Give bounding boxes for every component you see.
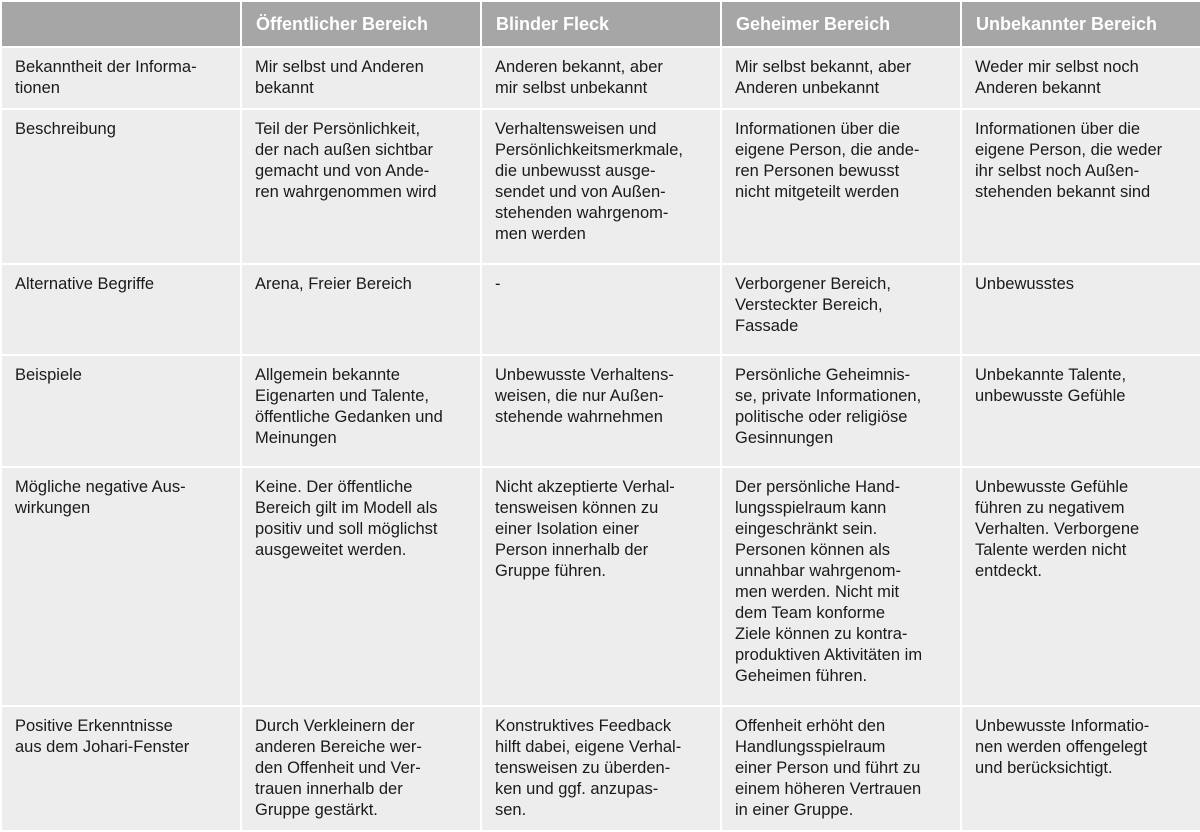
table-cell: Persönliche Geheimnis- se, private Informationen, politische oder religiöse Gesinnungen (721, 355, 961, 467)
table-cell: Unbewusste Informatio- nen werden offengelegt und berücksichtigt. (961, 706, 1200, 831)
table-cell: Nicht akzeptierte Verhal- tensweisen können zu einer Isolation einer Person innerhalb der Gruppe führen. (481, 467, 721, 706)
table-cell: Arena, Freier Bereich (241, 264, 481, 355)
table-cell: - (481, 264, 721, 355)
header-unbekannter-bereich: Unbekannter Bereich (961, 1, 1200, 47)
row-label: Beispiele (1, 355, 241, 467)
row-label: Mögliche negative Aus- wirkungen (1, 467, 241, 706)
table-cell: Unbewusstes (961, 264, 1200, 355)
table-cell: Mir selbst und Anderen bekannt (241, 47, 481, 109)
table-row (1, 47, 1200, 109)
header-geheimer-bereich: Geheimer Bereich (721, 1, 961, 47)
table-cell: Teil der Persönlichkeit, der nach außen sichtbar gemacht und von Ande- ren wahrgenommen wird (241, 109, 481, 264)
table-cell: Verhaltensweisen und Persönlichkeitsmerkmale, die unbewusst ausge- sendet und von Außen- stehenden wahrgenom- men werden (481, 109, 721, 264)
table-cell: Offenheit erhöht den Handlungsspielraum einer Person und führt zu einem höheren Vertrauen in einer Gruppe. (721, 706, 961, 831)
table-row (1, 109, 1200, 264)
table-cell: Mir selbst bekannt, aber Anderen unbekannt (721, 47, 961, 109)
row-label: Alternative Begriffe (1, 264, 241, 355)
header-corner-cell (1, 1, 241, 47)
table-cell: Unbewusste Gefühle führen zu negativem Verhalten. Verborgene Talente werden nicht entdeckt. (961, 467, 1200, 706)
header-oeffentlicher-bereich: Öffentlicher Bereich (241, 1, 481, 47)
table-body (1, 47, 1200, 831)
table-cell: Der persönliche Hand- lungsspielraum kann eingeschränkt sein. Personen können als unnahbar wahrgenom- men werden. Nicht mit dem Team konforme Ziele können zu kontra- produktiven Aktivitäten im Geheimen führen. (721, 467, 961, 706)
table-cell: Unbekannte Talente, unbewusste Gefühle (961, 355, 1200, 467)
table-row (1, 706, 1200, 831)
table-cell: Konstruktives Feedback hilft dabei, eigene Verhal- tensweisen zu überden- ken und ggf. anzupas- sen. (481, 706, 721, 831)
table-cell: Durch Verkleinern der anderen Bereiche wer- den Offenheit und Ver- trauen innerhalb der Gruppe gestärkt. (241, 706, 481, 831)
table-cell: Weder mir selbst noch Anderen bekannt (961, 47, 1200, 109)
table-cell: Anderen bekannt, aber mir selbst unbekannt (481, 47, 721, 109)
row-label: Bekanntheit der Informa- tionen (1, 47, 241, 109)
header-row (1, 1, 1200, 47)
table-cell: Verborgener Bereich, Versteckter Bereich, Fassade (721, 264, 961, 355)
header-blinder-fleck: Blinder Fleck (481, 1, 721, 47)
row-label: Positive Erkenntnisse aus dem Johari-Fenster (1, 706, 241, 831)
table-header (1, 1, 1200, 47)
table-cell: Allgemein bekannte Eigenarten und Talente, öffentliche Gedanken und Meinungen (241, 355, 481, 467)
table-cell: Informationen über die eigene Person, die ande- ren Personen bewusst nicht mitgeteilt werden (721, 109, 961, 264)
table-row (1, 355, 1200, 467)
table-cell: Unbewusste Verhaltens- weisen, die nur Außen- stehende wahrnehmen (481, 355, 721, 467)
table-row (1, 264, 1200, 355)
table-row (1, 467, 1200, 706)
table-cell: Informationen über die eigene Person, die weder ihr selbst noch Außen- stehenden bekannt sind (961, 109, 1200, 264)
row-label: Beschreibung (1, 109, 241, 264)
table-cell: Keine. Der öffentliche Bereich gilt im Modell als positiv und soll möglichst ausgeweitet werden. (241, 467, 481, 706)
